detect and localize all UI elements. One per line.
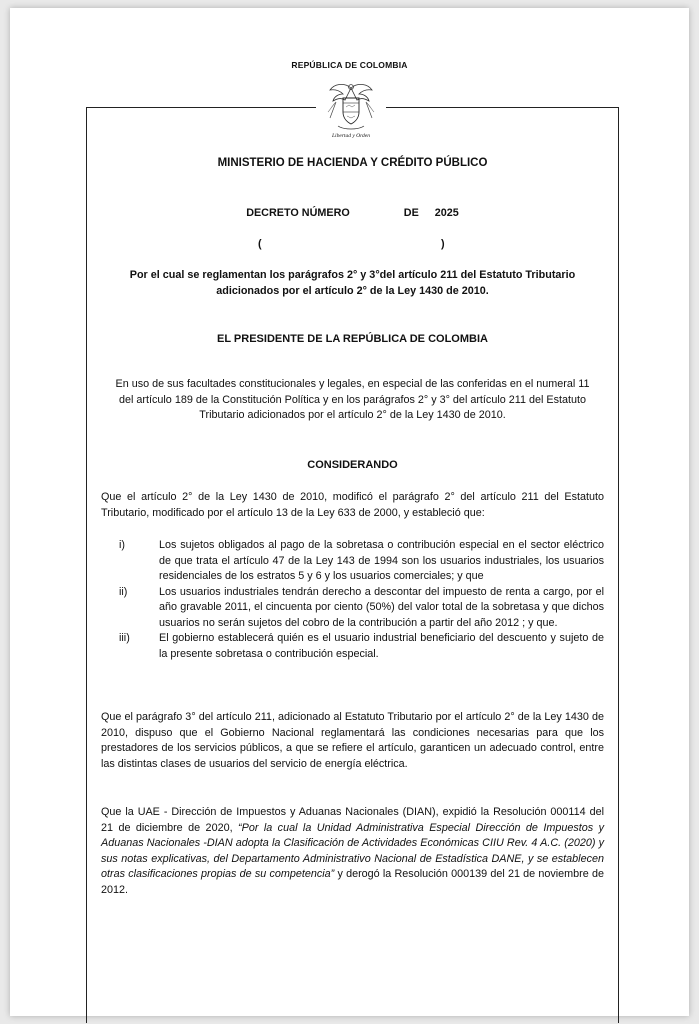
resolution-title-quote: “Por la cual la Unidad Administrativa Especial Dirección de Impuestos y Aduanas Nacionales -DIAN adopta la Clasificación de Actividades Económicas CIIU Rev. 4 A.C. (2020) y sus notas explicativas, del Departamento Administrativo Nacional de Estadística DANE, y se establecen otras clasificaciones propias de su competencia” [101,821,604,880]
decree-de: DE [403,207,419,219]
considering-paragraph-3 [101,805,604,898]
coat-of-arms-icon [316,78,386,140]
decree-year: 2025 [434,207,459,219]
list-item-number: iii) [119,632,130,644]
paragraph-3-start: Que la UAE - Dirección de Impuestos y Aduanas Nacionales (DIAN), expidió la Resolución 000114 del 21 de diciembre de 2020, [101,806,604,834]
republic-heading: REPÚBLICA DE COLOMBIA [291,60,408,70]
open-parenthesis: ( [258,238,262,250]
list-item-text: Los usuarios industriales tendrán derecho a descontar del impuesto de renta a cargo, por el año gravable 2011, el cincuenta por ciento (50%) del valor total de la sobretasa y que dichos usuarios no serán sujetos del cobro de la contribución a partir del año 2012 ; y que. [159,585,604,629]
considering-list [101,538,604,662]
decree-subject: Por el cual se reglamentan los parágrafos 2° y 3°del artículo 211 del Estatuto Tributario adicionados por el artículo 2° de la Ley 1430 de 2010. [129,269,576,297]
list-item [101,585,604,632]
decree-number-line [101,206,604,222]
decree-label: DECRETO NÚMERO [246,207,350,219]
paragraph-3-end: y derogó la Resolución 000139 del 21 de noviembre de 2012. [101,868,604,896]
list-item-number: i) [119,539,125,551]
list-item-text: Los sujetos obligados al pago de la sobretasa o contribución especial en el sector eléctrico de que trata el artículo 47 de la Ley 143 de 1994 son los usuarios industriales, los usuarios residenciales de los estratos 5 y 6 y los usuarios comerciales; y que [159,539,604,582]
list-item-number: ii) [119,585,128,598]
close-parenthesis: ) [441,238,445,250]
list-item [101,538,604,585]
considering-heading: CONSIDERANDO [307,459,398,471]
ministry-title: MINISTERIO DE HACIENDA Y CRÉDITO PÚBLICO [217,157,488,169]
motto-text: Libertad y Orden [332,133,370,139]
president-heading: EL PRESIDENTE DE LA REPÚBLICA DE COLOMBIA [217,333,488,345]
considering-paragraph-1: Que el artículo 2° de la Ley 1430 de 2010, modificó el parágrafo 2° del artículo 211 del Estatuto Tributario, modificado por el artículo 13 de la Ley 633 de 2000, y estableció que: [101,491,604,519]
powers-paragraph: En uso de sus facultades constitucionales y legales, en especial de las conferidas en el numeral 11 del artículo 189 de la Constitución Política y en los parágrafos 2° y 3° del artículo 211 del Estatuto Tributario adicionados por el artículo 2° de la Ley 1430 de 2010. [115,378,590,421]
considering-paragraph-2: Que el parágrafo 3° del artículo 211, adicionado al Estatuto Tributario por el artículo 2° de la Ley 1430 de 2010, dispuso que el Gobierno Nacional reglamentará las condiciones necesarias para que los prestadores de los servicios públicos, a que se refiere el artículo, garanticen un adecuado control, entre las distintas clases de usuarios del servicio de energía eléctrica. [101,711,604,770]
list-item [101,631,604,662]
list-item-text: El gobierno establecerá quién es el usuario industrial beneficiario del descuento y sujeto de la presente sobretasa o contribución especial. [159,632,604,660]
